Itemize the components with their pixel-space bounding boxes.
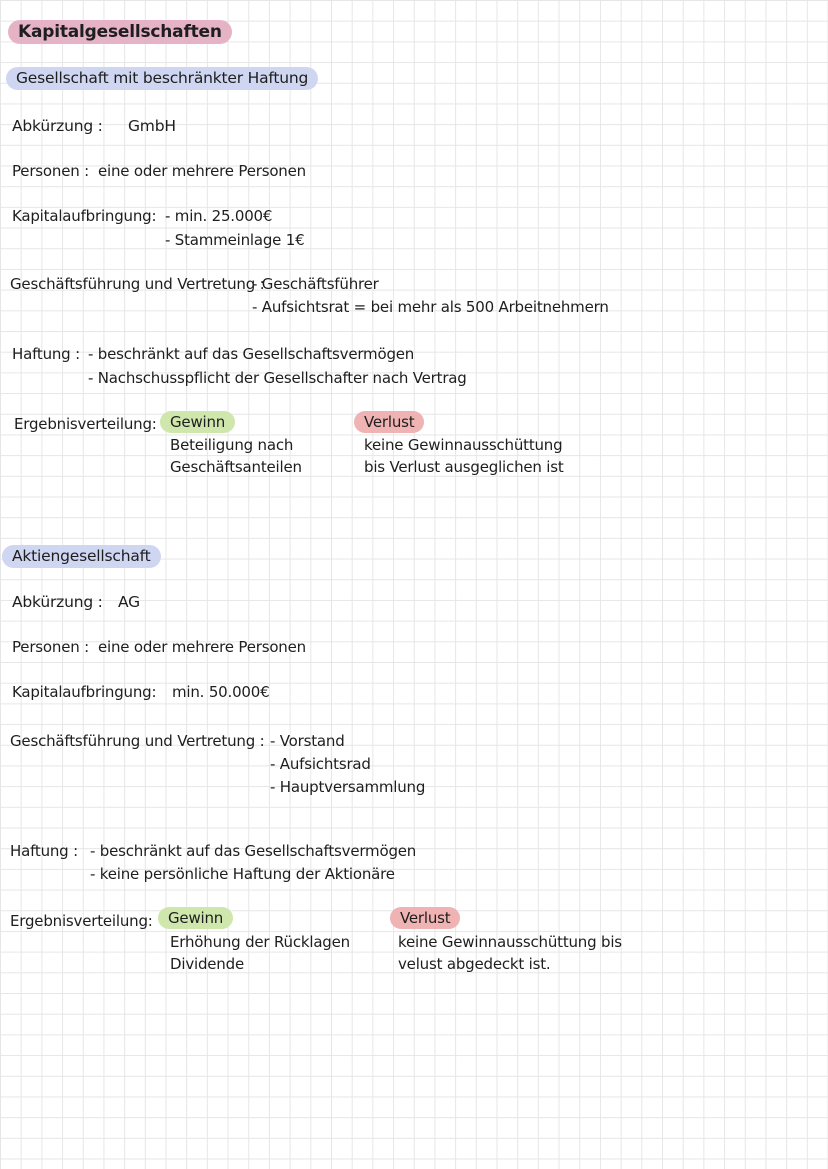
gmbh-ergebnis-label: Ergebnisverteilung: — [14, 415, 157, 433]
gmbh-kapital-line-2: - Stammeinlage 1€ — [165, 231, 305, 249]
gmbh-kapital-label: Kapitalaufbringung: — [12, 207, 157, 225]
gmbh-haftung-label: Haftung : — [12, 345, 80, 363]
gmbh-gewinn-line-2: Geschäftsanteilen — [170, 458, 302, 476]
gmbh-gf-line-1: - Geschäftsführer — [252, 275, 379, 293]
ag-gewinn-line-2: Dividende — [170, 955, 244, 973]
gmbh-haftung-line-2: - Nachschusspflicht der Gesellschafter nach Vertrag — [88, 369, 467, 387]
ag-abk-label: Abkürzung : — [12, 593, 103, 611]
gmbh-abk-value: GmbH — [128, 117, 176, 135]
ag-ergebnis-label: Ergebnisverteilung: — [10, 912, 153, 930]
gmbh-verlust-line-1: keine Gewinnausschüttung — [364, 436, 563, 454]
ag-haftung-line-1: - beschränkt auf das Gesellschaftsvermögen — [90, 842, 417, 860]
ag-gewinn-line-1: Erhöhung der Rücklagen — [170, 933, 350, 951]
ag-gewinn-badge: Gewinn — [158, 907, 233, 929]
gmbh-haftung-line-1: - beschränkt auf das Gesellschaftsvermögen — [88, 345, 415, 363]
ag-haftung-line-2: - keine persönliche Haftung der Aktionäre — [90, 865, 395, 883]
ag-kapital-line-1: min. 50.000€ — [172, 683, 270, 701]
ag-gf-label: Geschäftsführung und Vertretung : — [10, 732, 265, 750]
gmbh-heading: Gesellschaft mit beschränkter Haftung — [6, 67, 318, 90]
ag-heading: Aktiengesellschaft — [2, 545, 161, 568]
ag-haftung-label: Haftung : — [10, 842, 78, 860]
page-title: Kapitalgesellschaften — [8, 20, 232, 44]
ag-kapital-label: Kapitalaufbringung: — [12, 683, 157, 701]
ag-verlust-badge: Verlust — [390, 907, 460, 929]
ag-verlust-line-1: keine Gewinnausschüttung bis — [398, 933, 622, 951]
gmbh-verlust-badge: Verlust — [354, 411, 424, 433]
gmbh-gf-label: Geschäftsführung und Vertretung : — [10, 275, 265, 293]
ag-gf-line-3: - Hauptversammlung — [270, 778, 426, 796]
gmbh-personen-label: Personen : — [12, 162, 89, 180]
ag-gf-line-1: - Vorstand — [270, 732, 345, 750]
gmbh-personen-value: eine oder mehrere Personen — [98, 162, 306, 180]
gmbh-abk-label: Abkürzung : — [12, 117, 103, 135]
gmbh-gewinn-badge: Gewinn — [160, 411, 235, 433]
ag-abk-value: AG — [118, 593, 140, 611]
ag-verlust-line-2: velust abgedeckt ist. — [398, 955, 551, 973]
ag-personen-value: eine oder mehrere Personen — [98, 638, 306, 656]
gmbh-verlust-line-2: bis Verlust ausgeglichen ist — [364, 458, 564, 476]
gmbh-gf-line-2: - Aufsichtsrat = bei mehr als 500 Arbeitnehmern — [252, 298, 609, 316]
gmbh-gewinn-line-1: Beteiligung nach — [170, 436, 294, 454]
ag-gf-line-2: - Aufsichtsrad — [270, 755, 371, 773]
gmbh-kapital-line-1: - min. 25.000€ — [165, 207, 273, 225]
ag-personen-label: Personen : — [12, 638, 89, 656]
